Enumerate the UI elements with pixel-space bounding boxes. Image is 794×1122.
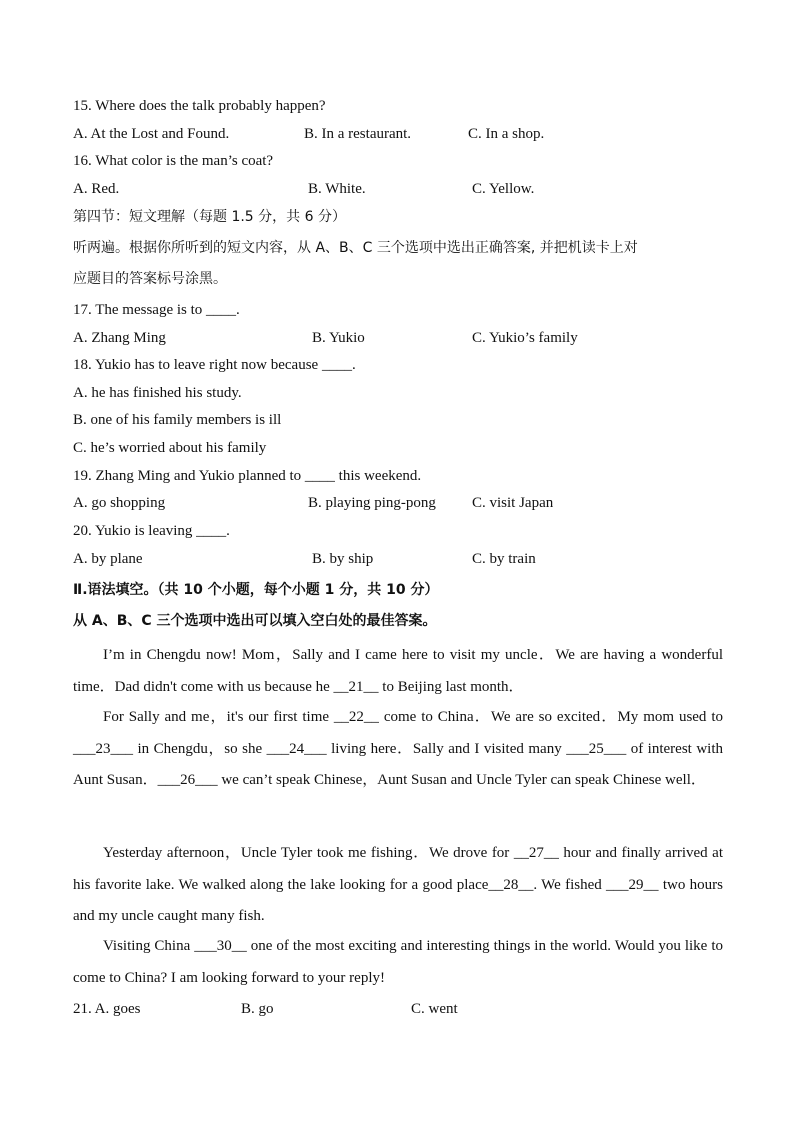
question-19-stem: 19. Zhang Ming and Yukio planned to ____ this weekend. — [73, 468, 422, 484]
question-15-option-b: B. In a restaurant. — [304, 126, 412, 142]
question-21-option-a: 21. A. goes — [73, 1001, 141, 1017]
question-18-option-a: A. he has finished his study. — [73, 385, 242, 401]
question-17-stem: 17. The message is to ____. — [73, 302, 240, 318]
question-15-option-c: C. In a shop. — [468, 126, 545, 142]
question-21-option-b: B. go — [241, 1001, 274, 1017]
question-20-option-b: B. by ship — [312, 551, 374, 567]
question-16-option-b: B. White. — [308, 181, 366, 197]
question-21-option-c: C. went — [411, 1001, 458, 1017]
passage-paragraph-1: I’m in Chengdu now! Mom，Sally and I came here to visit my uncle．We are having a wonderful time．Dad didn't come with us because he __21__ to Beijing last month． — [73, 647, 723, 695]
question-17-option-c: C. Yukio’s family — [472, 330, 578, 346]
question-16-option-c: C. Yellow. — [472, 181, 535, 197]
question-19-option-a: A. go shopping — [73, 495, 166, 511]
question-20-stem: 20. Yukio is leaving ____. — [73, 523, 230, 539]
question-16-stem: 16. What color is the man’s coat? — [73, 153, 274, 169]
question-17-option-b: B. Yukio — [312, 330, 365, 346]
question-20-option-c: C. by train — [472, 551, 536, 567]
question-15-stem: 15. Where does the talk probably happen? — [73, 98, 326, 114]
question-18-option-c: C. he’s worried about his family — [73, 440, 267, 456]
passage-paragraph-3: Yesterday afternoon，Uncle Tyler took me fishing．We drove for __27__ hour and finally arrived at his favorite lake. We walked along the lake looking for a good place__28__. We fished ___29__ two hours and my uncle caught many fish. — [73, 845, 723, 924]
question-16-option-a: A. Red. — [73, 181, 120, 197]
section-4-title: 第四节：短文理解（每题 1.5 分，共 6 分） — [73, 209, 346, 225]
question-19-option-c: C. visit Japan — [472, 495, 554, 511]
question-15-option-a: A. At the Lost and Found. — [73, 126, 230, 142]
section-4-instruction-line-1: 听两遍。根据你所听到的短文内容，从 A、B、C 三个选项中选出正确答案, 并把机读卡上对 — [73, 240, 638, 256]
question-18-option-b: B. one of his family members is ill — [73, 412, 282, 428]
passage-paragraph-4: Visiting China ___30__ one of the most exciting and interesting things in the world. Would you like to come to China? I am looking forward to your reply! — [73, 938, 723, 986]
section-4-instruction-line-2: 应题目的答案标号涂黑。 — [73, 271, 227, 287]
passage-paragraph-2: For Sally and me，it's our first time __22__ come to China．We are so excited．My mom used to ___23___ in Chengdu，so she ___24___ living here．Sally and I visited many ___25___ of interest with Aunt Susan．___26___ we can’t speak Chinese，Aunt Susan and Uncle Tyler can speak Chinese well． — [73, 709, 723, 788]
question-19-option-b: B. playing ping-pong — [308, 495, 436, 511]
question-20-option-a: A. by plane — [73, 551, 143, 567]
grammar-section-instruction: 从 A、B、C 三个选项中选出可以填入空白处的最佳答案。 — [73, 613, 437, 629]
question-17-option-a: A. Zhang Ming — [73, 330, 166, 346]
question-18-stem: 18. Yukio has to leave right now because ____. — [73, 357, 356, 373]
grammar-section-title: Ⅱ.语法填空。（共 10 个小题，每个小题 1 分，共 10 分） — [73, 582, 439, 598]
